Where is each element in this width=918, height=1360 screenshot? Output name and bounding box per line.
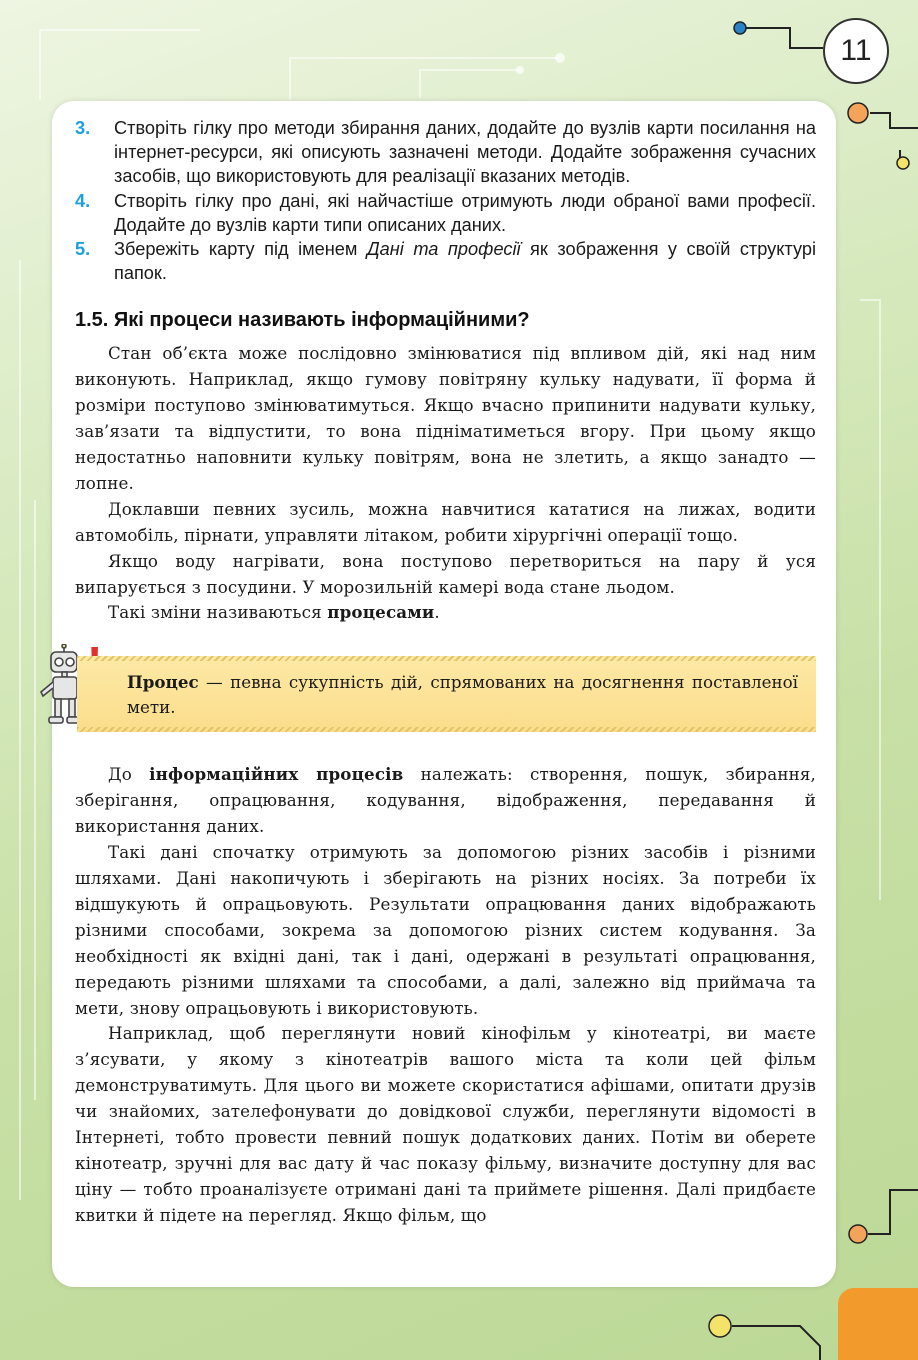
text-span: . (434, 602, 440, 623)
list-item (75, 237, 816, 285)
page-number: 11 (823, 18, 889, 84)
term-processes: процесами (327, 602, 435, 623)
paragraph: Стан об’єкта може послідовно змінюватися під впливом дій, які над ним виконують. Наприклад, якщо гумову повітряну кульку надувати, її форма й розміри поступово змінюватимуться. Якщо вчасно припинити надувати кульку, зав’язати та відпустити, то вона підніматиметься вгору. При цьому якщо недостатньо наповнити кульку повітрям, вона не злетить, а якщо занадто — лопне. (75, 343, 816, 493)
text-span: До (108, 764, 150, 785)
task-number: 3. (75, 118, 91, 138)
task-text-end: як зображення у своїй структурі папок. (114, 239, 816, 284)
task-text: Створіть гілку про методи збирання даних, додайте до вузлів карти посилання на інтернет-ресурси, які описують зазначені методи. Додайте зображення сучасних засобів, що використовують для реалізації вказаних методів. (114, 118, 816, 187)
orange-corner-tab (838, 1288, 918, 1360)
term-process: Процес (127, 672, 199, 693)
paragraph (75, 762, 816, 840)
section-title: 1.5. Які процеси називають інформаційними? (75, 309, 530, 332)
task-number: 5. (75, 239, 91, 260)
text-span: належать: створення, пошук, збирання, зберігання, опрацювання, кодування, відображення, передавання й використання даних. (75, 764, 816, 837)
definition-rest: — певна сукупність дій, спрямованих на досягнення поставленої мети. (127, 672, 798, 718)
task-number: 4. (75, 190, 91, 211)
paragraph: Якщо воду нагрівати, вона поступово перетвориться на пару й уся випарується з посудини. У морозильній камері вода стане льодом. (75, 550, 816, 597)
definition-block (75, 656, 816, 732)
paragraph (75, 600, 816, 626)
paragraph: Наприклад, щоб переглянути новий кінофільм у кінотеатрі, ви маєте з’ясувати, у якому з кінотеатрів вашого міста та коли цей фільм демонструватимуть. Для цього ви можете скористатися афішами, опитати друзів чи знайомих, зателефонувати до довідкової служби, переглянути відомості в Інтернеті, тобто провести певний пошук додаткових даних. Потім ви оберете кінотеатр, зручні для вас дату й час показу фільму, визначите доступну для вас ціну — тобто проаналізуєте отримані дані та приймете рішення. Далі придбаєте квитки й підете на перегляд. Якщо фільм, що (75, 1023, 816, 1225)
text-span: Такі зміни називаються (108, 602, 328, 623)
term-info-processes: інформаційних процесів (149, 764, 404, 785)
page-content (75, 116, 816, 1229)
paragraph: Доклавши певних зусиль, можна навчитися кататися на лижах, водити автомобіль, пірнати, управляти літаком, робити хірургічні операції тощо. (75, 498, 816, 545)
task-list (75, 116, 816, 285)
definition-text (127, 670, 798, 720)
paragraph: Такі дані спочатку отримують за допомогою різних засобів і різними шляхами. Дані накопичують і зберігають на різних носіях. За потреби їх відшукують й опрацьовують. Результати опрацювання даних відображають різними способами, зокрема за допомогою різних систем кодування. За необхідності як вхідні дані, так і дані, одержані в результаті опрацювання, передають різними шляхами та способами, а далі, залежно від приймача та мети, знову опрацьовують і використовують. (75, 842, 816, 1018)
list-item (75, 189, 816, 237)
file-name: Дані та професії (366, 239, 521, 260)
list-item (75, 116, 816, 189)
task-text: Створіть гілку про дані, які найчастіше отримують люди обраної вами професії. Додайте до вузлів карти типи описаних даних. (114, 190, 816, 235)
task-text-start: Збережіть карту під іменем (114, 239, 367, 260)
definition-box (77, 656, 816, 732)
